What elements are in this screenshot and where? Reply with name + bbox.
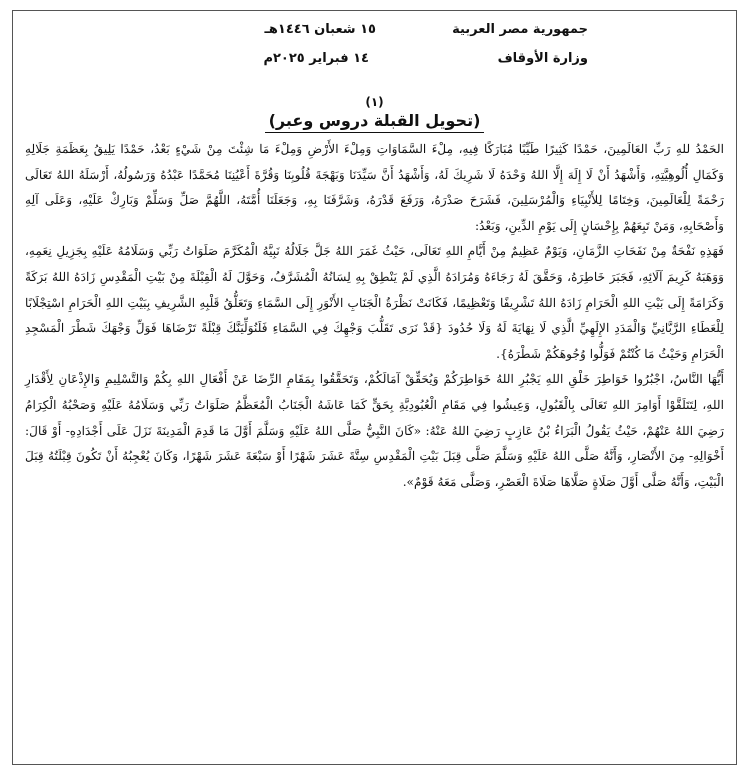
paragraph-opening: الحَمْدُ للهِ رَبِّ العَالَمِينَ، حَمْدًا كَثِيرًا طَيِّبًا مُبَارَكًا فِيهِ، مِلْءَ السَّمَاوَاتِ وَمِلْءَ الأَرْضِ وَمِلْءَ مَا شِئْتَ مِنْ شَيْءٍ بَعْدُ، حَمْدًا يَلِيقُ بِعَظَمَةِ جَلَالِهِ وَكَمَالِ أُلُوهِيَّتِهِ، وَأَشْهَدُ أَنْ لَا إِلَهَ إِلَّا اللهُ وَحْدَهُ لَا شَرِيكَ لَهُ، وَأَشْهَدُ أَنَّ سَيِّدَنَا وَبَهْجَةَ قُلُوبِنَا وَقُرَّةَ أَعْيُنِنَا مُحَمَّدًا عَبْدُهُ وَرَسُولُهُ، أَرْسَلَهُ اللهُ تَعَالَى رَحْمَةً لِلْعَالَمِينَ، وَخِتَامًا لِلأَنْبِيَاءِ وَالْمُرْسَلِينَ، فَشَرَحَ صَدْرَهُ، وَرَفَعَ قَدْرَهُ، وَشَرَّفَنَا بِهِ، وَجَعَلَنَا أُمَّتَهُ، اللَّهُمَّ صَلِّ وَسَلِّمْ وَبَارِكْ عَلَيْهِ، وَعَلَى آلِهِ وَأَصْحَابِهِ، وَمَنْ تَبِعَهُمْ بِإِحْسَانٍ إِلَى يَوْمِ الدِّينِ، وَبَعْدُ: <box>25 142 724 233</box>
sermon-number: (١) <box>365 95 384 109</box>
sermon-title: (تحويل القبلة دروس وعبر) <box>265 111 485 133</box>
paragraph-exhortation: أَيُّهَا النَّاسُ، اجْبُرُوا خَوَاطِرَ خَلْقِ اللهِ يَجْبُرِ اللهُ خَوَاطِرَكُمْ وَيُحَقِّقْ آمَالَكُمْ، وَتَحَقَّقُوا بِمَقَامِ الرِّضَا عَنْ أَفْعَالِ اللهِ بِكُمْ وَالتَّسْلِيمِ وَالإِذْعَانِ لِأَقْدَارِ اللهِ، لِتَتَلَقَّوْا أَوَامِرَ اللهِ تَعَالَى بِالْقَبُولِ، وَعِيشُوا فِي مَقَامِ الْعُبُودِيَّةِ بِحَقٍّ كَمَا عَاشَهُ الْجَنَابُ الْمُعَظَّمُ صَلَوَاتُ رَبِّي وَسَلَامُهُ عَلَيْهِ وَصَحْبُهُ الْكِرَامُ رَضِيَ اللهُ عَنْهُمْ، حَيْثُ يَقُولُ الْبَرَاءُ بْنُ عَازِبٍ رَضِيَ اللهُ عَنْهُ: «كَانَ النَّبِيُّ صَلَّى اللهُ عَلَيْهِ وَسَلَّمَ أَوَّلَ مَا قَدِمَ الْمَدِينَةَ نَزَلَ عَلَى أَجْدَادِهِ- أَوْ قَالَ: أَخْوَالِهِ- مِنَ الأَنْصَارِ، وَأَنَّهُ صَلَّى اللهُ عَلَيْهِ وَسَلَّمَ صَلَّى قِبَلَ بَيْتِ الْمَقْدِسِ سِتَّةَ عَشَرَ شَهْرًا أَوْ سَبْعَةَ عَشَرَ شَهْرًا، وَكَانَ يُعْجِبُهُ أَنْ تَكُونَ قِبْلَتُهُ قِبَلَ الْبَيْتِ، وَأَنَّهُ صَلَّى أَوَّلَ صَلَاةٍ صَلَّاهَا صَلَاةَ الْعَصْرِ، وَصَلَّى مَعَهُ قَوْمٌ». <box>25 372 724 489</box>
country-name: جمهورية مصر العربية <box>452 22 588 37</box>
document-frame <box>12 10 737 765</box>
paragraph-qibla-change: فَهَذِهِ نَفْحَةٌ مِنْ نَفَحَاتِ الزَّمَانِ، وَيَوْمٌ عَظِيمٌ مِنْ أَيَّامِ اللهِ تَعَالَى، حَيْثُ غَمَرَ اللهُ جَلَّ جَلَالُهُ نَبِيَّهُ الْمُكَرَّمَ صَلَوَاتُ رَبِّي وَسَلَامُهُ عَلَيْهِ بِجَزِيلِ نِعَمِهِ، وَوَهَبَهُ كَرِيمَ آلَائِهِ، فَجَبَرَ خَاطِرَهُ، وَحَقَّقَ لَهُ رَجَاءَهُ وَمُرَادَهُ الَّذِي لَمْ يَنْطِقْ بِهِ لِسَانُهُ الْمُشَرَّفُ، وَحَوَّلَ لَهُ الْقِبْلَةَ مِنْ بَيْتِ الْمَقْدِسِ زَادَهُ اللهُ بَرَكَةً وَكَرَامَةً إِلَى بَيْتِ اللهِ الْحَرَامِ زَادَهُ اللهُ تَشْرِيفًا وَتَعْظِيمًا، فَكَانَتْ نَظْرَةُ الْجَنَابِ الأَنْوَرِ إِلَى السَّمَاءِ وَتَعَلُّقُ قَلْبِهِ الشَّرِيفِ بِبَيْتِ اللهِ الْحَرَامِ اسْتِجْلَابًا لِلْعَطَاءِ الرَّبَّانِيِّ وَالْمَدَدِ الإِلَهِيِّ الَّذِي لَا نِهَايَةَ لَهُ وَلَا حُدُودَ {قَدْ نَرَى تَقَلُّبَ وَجْهِكَ فِي السَّمَاءِ فَلَنُوَلِّيَنَّكَ قِبْلَةً تَرْضَاهَا فَوَلِّ وَجْهَكَ شَطْرَ الْمَسْجِدِ الْحَرَامِ وَحَيْثُ مَا كُنْتُمْ فَوَلُّوا وُجُوهَكُمْ شَطْرَهُ}. <box>25 244 724 361</box>
gregorian-date: ١٤ فبراير ٢٠٢٥م <box>263 51 369 66</box>
sermon-body <box>25 137 724 495</box>
ministry-name: وزارة الأوقاف <box>497 51 588 66</box>
hijri-date: ١٥ شعبان ١٤٤٦هـ <box>264 22 376 37</box>
sermon-title-wrap <box>13 111 736 130</box>
document-header <box>13 11 736 81</box>
